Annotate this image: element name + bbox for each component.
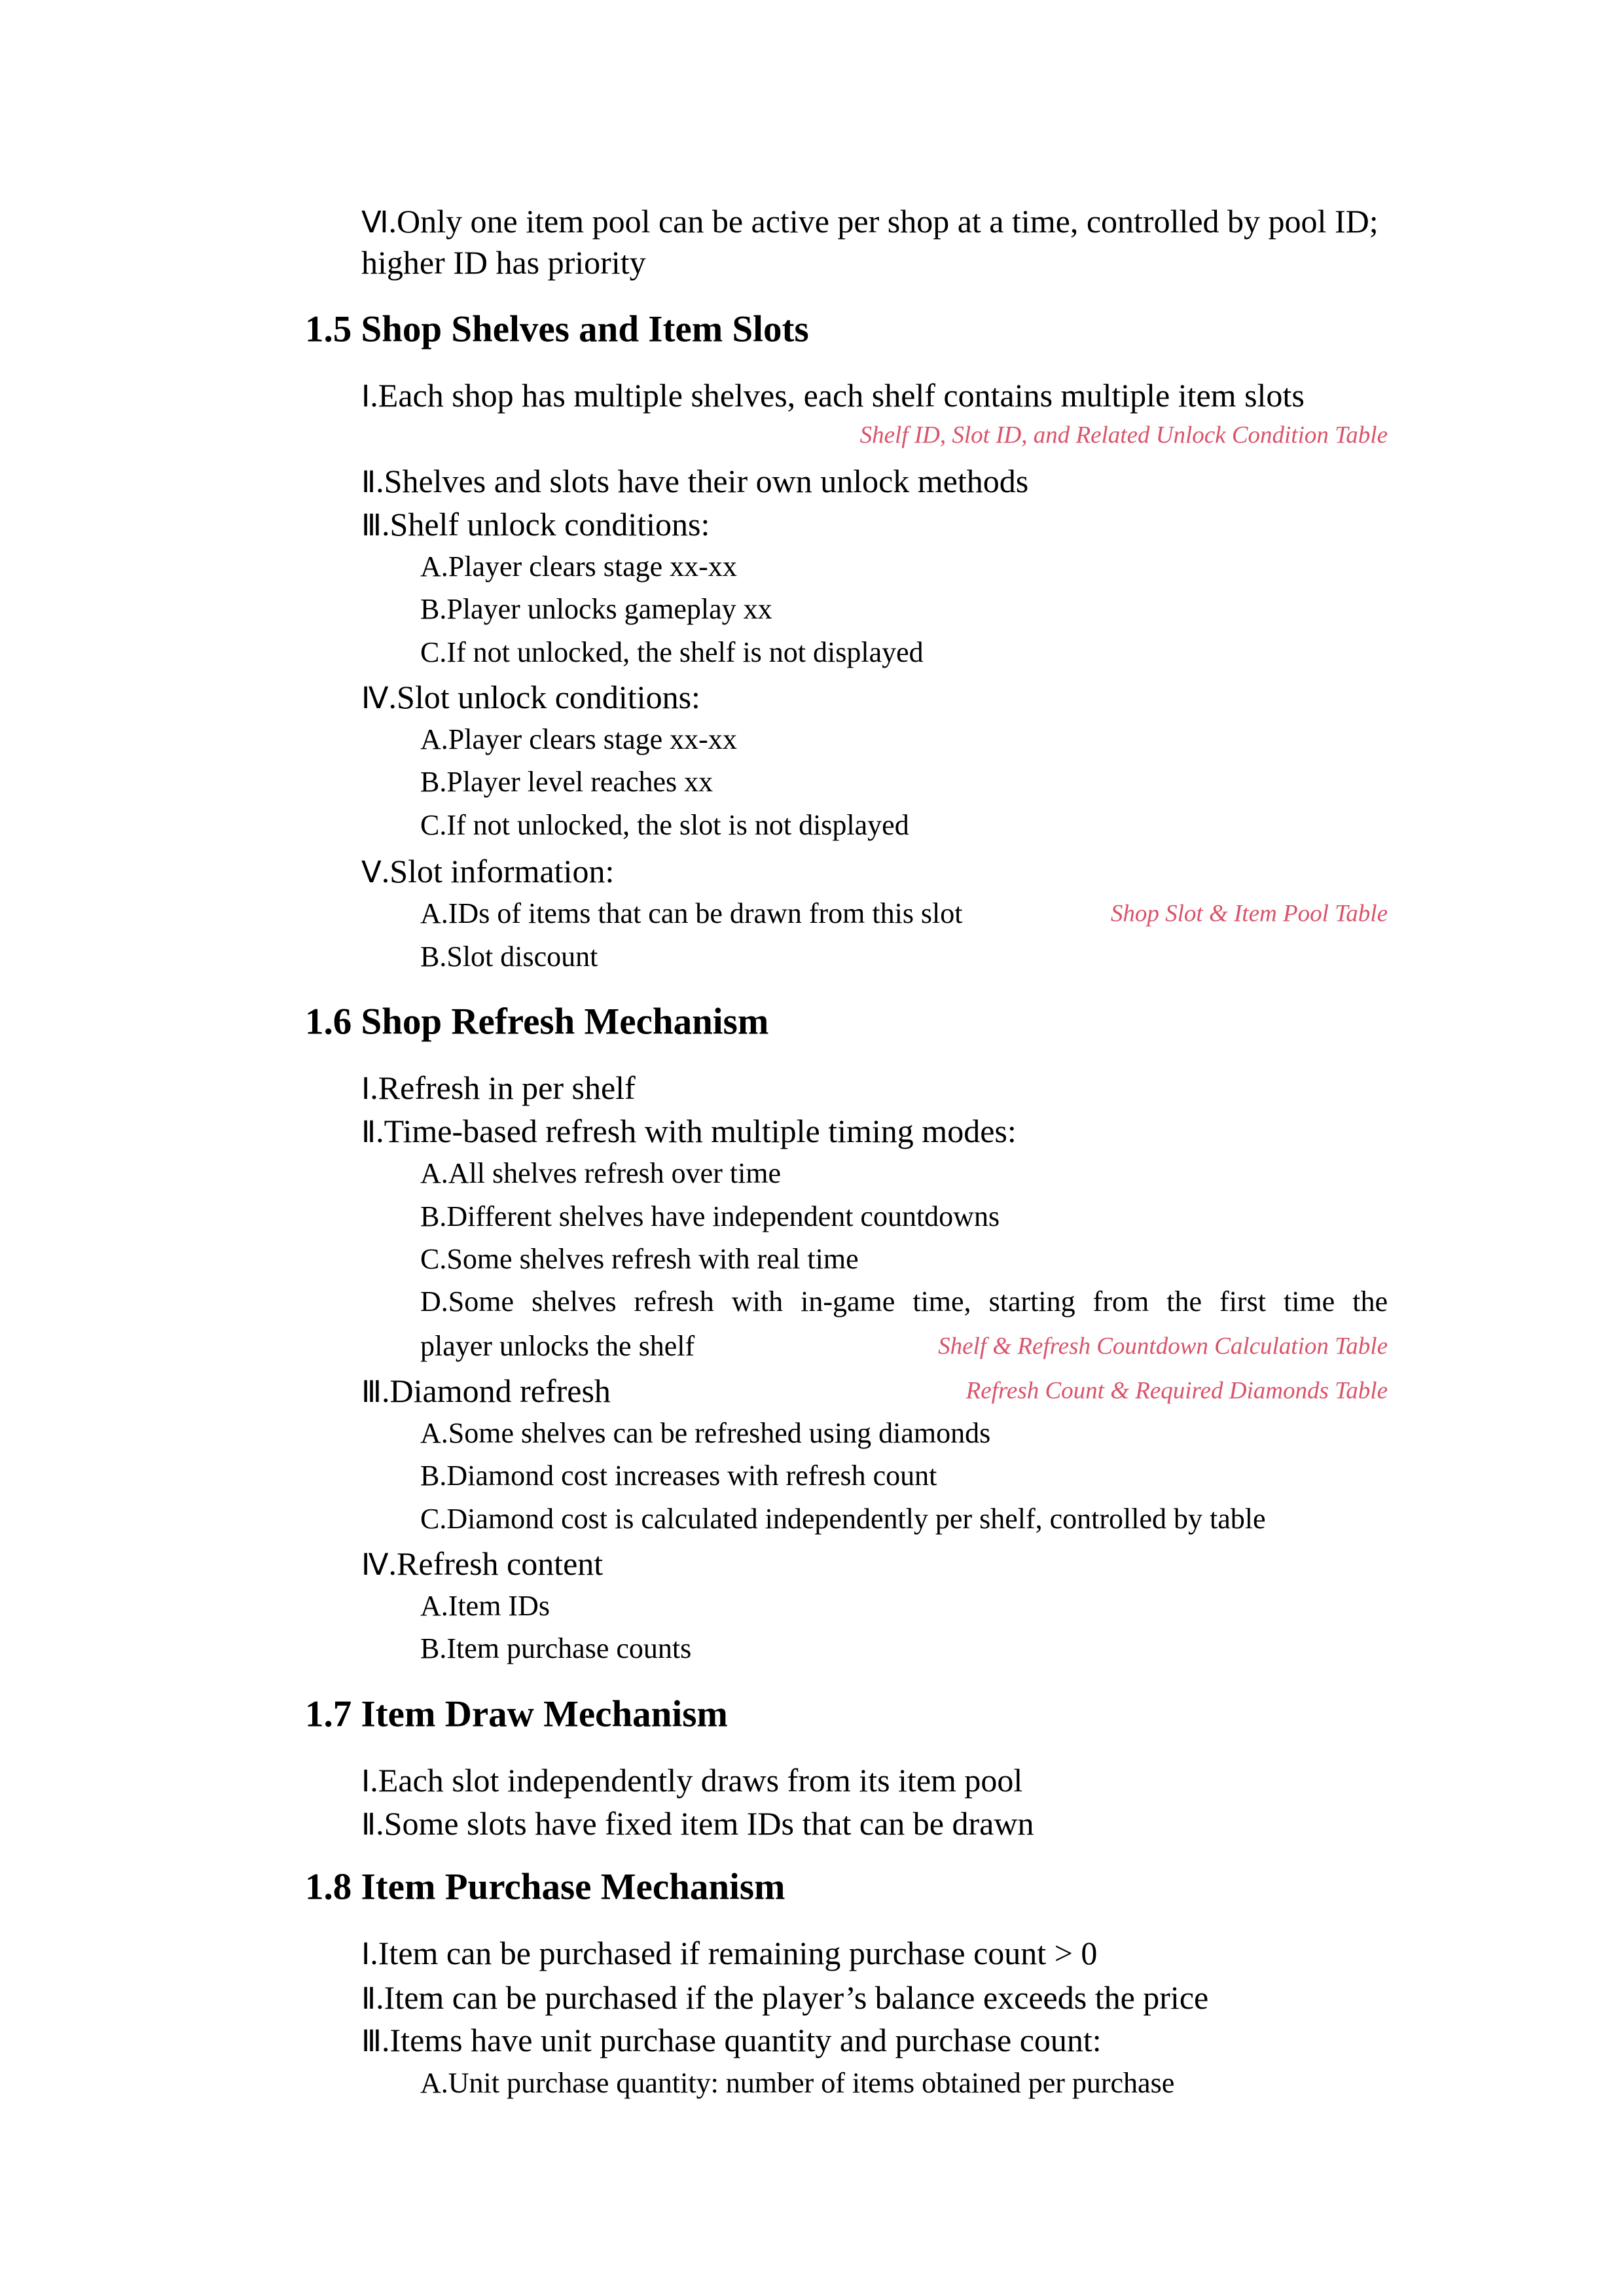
item-text: Item can be purchased if remaining purchase count > 0 xyxy=(378,1935,1098,1971)
roman-numeral: Ⅲ xyxy=(361,2024,382,2058)
sub-item-text: If not unlocked, the slot is not displayed xyxy=(446,809,909,841)
sub-item: A.All shelves refresh over time xyxy=(420,1157,782,1189)
item-text: Item can be purchased if the player’s balance exceeds the price xyxy=(384,1979,1209,2016)
list-item: Ⅲ.Diamond refresh xyxy=(361,1372,611,1409)
sub-item: A.Player clears stage xx-xx xyxy=(420,550,737,583)
list-item: Ⅰ.Each slot independently draws from its item pool xyxy=(361,1762,1023,1799)
list-item: Ⅴ.Slot information: xyxy=(361,853,615,889)
list-item: Ⅳ.Slot unlock conditions: xyxy=(361,679,700,715)
item-text: Shelf unlock conditions: xyxy=(389,506,710,543)
sub-item: C.Diamond cost is calculated independently per shelf, controlled by table xyxy=(420,1503,1266,1535)
table-reference-note: Refresh Count & Required Diamonds Table xyxy=(965,1377,1388,1405)
table-reference-note: Shelf & Refresh Countdown Calculation Table xyxy=(938,1333,1388,1360)
table-reference-note: Shelf ID, Slot ID, and Related Unlock Condition Table xyxy=(859,422,1388,449)
roman-numeral: Ⅱ xyxy=(361,465,376,499)
list-item: Ⅰ.Each shop has multiple shelves, each shelf contains multiple item slots xyxy=(361,377,1305,414)
roman-numeral: Ⅲ xyxy=(361,1374,382,1409)
sub-item: A.Some shelves can be refreshed using diamonds xyxy=(420,1417,991,1449)
item-text: Slot information: xyxy=(389,853,615,889)
sub-item: C.If not unlocked, the shelf is not displayed xyxy=(420,636,924,668)
section-heading: 1.8 Item Purchase Mechanism xyxy=(305,1866,785,1908)
sub-item: D.Some shelves refresh with in-game time, starting from the first time the xyxy=(420,1285,1388,1318)
section-heading: 1.5 Shop Shelves and Item Slots xyxy=(305,308,809,350)
list-item: Ⅵ.Only one item pool can be active per shop at a time, controlled by pool ID; xyxy=(361,203,1379,240)
sub-item: B.Different shelves have independent countdowns xyxy=(420,1200,1000,1232)
sub-item-text: Different shelves have independent countdowns xyxy=(446,1200,1000,1232)
item-text: Slot unlock conditions: xyxy=(397,679,700,715)
sub-item-text: Unit purchase quantity: number of items obtained per purchase xyxy=(448,2067,1175,2099)
list-item: Ⅰ.Refresh in per shelf xyxy=(361,1069,636,1106)
sub-item: B.Player unlocks gameplay xx xyxy=(420,593,772,625)
list-item: Ⅱ.Item can be purchased if the player’s balance exceeds the price xyxy=(361,1979,1209,2016)
sub-item-letter: C xyxy=(420,1503,440,1535)
item-text: Only one item pool can be active per shop at a time, controlled by pool ID; xyxy=(397,203,1379,240)
roman-numeral: Ⅴ xyxy=(361,855,382,889)
roman-numeral: Ⅰ xyxy=(361,379,370,414)
item-text: Shelves and slots have their own unlock methods xyxy=(384,463,1029,499)
sub-item-letter: A xyxy=(420,897,441,929)
sub-item-text: Player clears stage xx-xx xyxy=(448,723,737,755)
roman-numeral: Ⅲ xyxy=(361,508,382,543)
sub-item-text: Item IDs xyxy=(448,1590,550,1622)
sub-item-text: Diamond cost is calculated independently per shelf, controlled by table xyxy=(446,1503,1266,1535)
item-text: Diamond refresh xyxy=(389,1372,611,1409)
roman-numeral: Ⅰ xyxy=(361,1764,370,1799)
roman-numeral: Ⅱ xyxy=(361,1115,376,1149)
section-heading: 1.7 Item Draw Mechanism xyxy=(305,1693,728,1735)
item-text: Items have unit purchase quantity and purchase count: xyxy=(389,2022,1102,2058)
item-text: Time-based refresh with multiple timing modes: xyxy=(384,1113,1017,1149)
sub-item-letter: B xyxy=(420,1200,440,1232)
sub-item-text: All shelves refresh over time xyxy=(448,1157,782,1189)
roman-numeral: Ⅳ xyxy=(361,681,389,715)
sub-item: A.IDs of items that can be drawn from this slot xyxy=(420,897,963,929)
sub-item-letter: C xyxy=(420,636,440,668)
item-text: Refresh in per shelf xyxy=(378,1069,636,1106)
roman-numeral: Ⅰ xyxy=(361,1071,370,1106)
sub-item-text: IDs of items that can be drawn from this slot xyxy=(448,897,963,929)
list-item: Ⅱ.Time-based refresh with multiple timing modes: xyxy=(361,1113,1017,1149)
sub-item-text: If not unlocked, the shelf is not displayed xyxy=(446,636,924,668)
list-item: Ⅰ.Item can be purchased if remaining purchase count > 0 xyxy=(361,1935,1098,1971)
sub-item-letter: B xyxy=(420,593,440,625)
roman-numeral: Ⅱ xyxy=(361,1807,376,1842)
sub-item-letter: A xyxy=(420,1417,441,1449)
sub-item-text: Item purchase counts xyxy=(446,1632,692,1664)
list-item: Ⅱ.Shelves and slots have their own unlock methods xyxy=(361,463,1029,499)
sub-item-letter: C xyxy=(420,1243,440,1275)
sub-item-letter: A xyxy=(420,1157,441,1189)
list-item: Ⅳ.Refresh content xyxy=(361,1545,604,1582)
list-item: Ⅲ.Shelf unlock conditions: xyxy=(361,506,710,543)
sub-item-letter: D xyxy=(420,1285,441,1318)
sub-item-letter: A xyxy=(420,1590,441,1622)
sub-item-text: Player level reaches xx xyxy=(446,766,713,798)
sub-item-letter: B xyxy=(420,941,440,973)
roman-numeral: Ⅳ xyxy=(361,1547,389,1582)
roman-numeral: Ⅵ xyxy=(361,205,389,240)
sub-item-text: Diamond cost increases with refresh count xyxy=(446,1460,937,1492)
sub-item-text: Some shelves refresh with real time xyxy=(446,1243,859,1275)
sub-item-letter: A xyxy=(420,723,441,755)
sub-item: C.Some shelves refresh with real time xyxy=(420,1243,859,1275)
sub-item-letter: B xyxy=(420,1460,440,1492)
list-item: Ⅱ.Some slots have fixed item IDs that can be drawn xyxy=(361,1805,1034,1842)
sub-item: C.If not unlocked, the slot is not displayed xyxy=(420,809,909,841)
sub-item-text: Some shelves can be refreshed using diamonds xyxy=(448,1417,991,1449)
item-text: Each shop has multiple shelves, each shelf contains multiple item slots xyxy=(378,377,1305,414)
sub-item-letter: C xyxy=(420,809,440,841)
sub-item-letter: B xyxy=(420,766,440,798)
sub-item: A.Unit purchase quantity: number of items obtained per purchase xyxy=(420,2067,1175,2099)
item-text: Refresh content xyxy=(397,1545,604,1582)
item-text: Some slots have fixed item IDs that can be drawn xyxy=(384,1805,1034,1842)
sub-item: A.Player clears stage xx-xx xyxy=(420,723,737,755)
roman-numeral: Ⅰ xyxy=(361,1937,370,1971)
sub-item: A.Item IDs xyxy=(420,1590,550,1622)
item-text: Each slot independently draws from its item pool xyxy=(378,1762,1023,1799)
roman-numeral: Ⅱ xyxy=(361,1981,376,2016)
sub-item-letter: B xyxy=(420,1632,440,1664)
sub-item-continuation: player unlocks the shelf xyxy=(420,1330,695,1362)
sub-item-text: Some shelves refresh with in-game time, starting from the first time the xyxy=(448,1285,1388,1318)
sub-item-text: Player unlocks gameplay xx xyxy=(446,593,772,625)
sub-item: B.Slot discount xyxy=(420,941,598,973)
sub-item: B.Item purchase counts xyxy=(420,1632,692,1664)
table-reference-note: Shop Slot & Item Pool Table xyxy=(1110,900,1388,927)
section-heading: 1.6 Shop Refresh Mechanism xyxy=(305,1001,769,1043)
sub-item: B.Player level reaches xx xyxy=(420,766,713,798)
item-continuation: higher ID has priority xyxy=(361,244,646,281)
sub-item-letter: A xyxy=(420,550,441,583)
sub-item: B.Diamond cost increases with refresh count xyxy=(420,1460,937,1492)
sub-item-text: Slot discount xyxy=(446,941,598,973)
sub-item-text: Player clears stage xx-xx xyxy=(448,550,737,583)
list-item: Ⅲ.Items have unit purchase quantity and purchase count: xyxy=(361,2022,1102,2058)
sub-item-letter: A xyxy=(420,2067,441,2099)
